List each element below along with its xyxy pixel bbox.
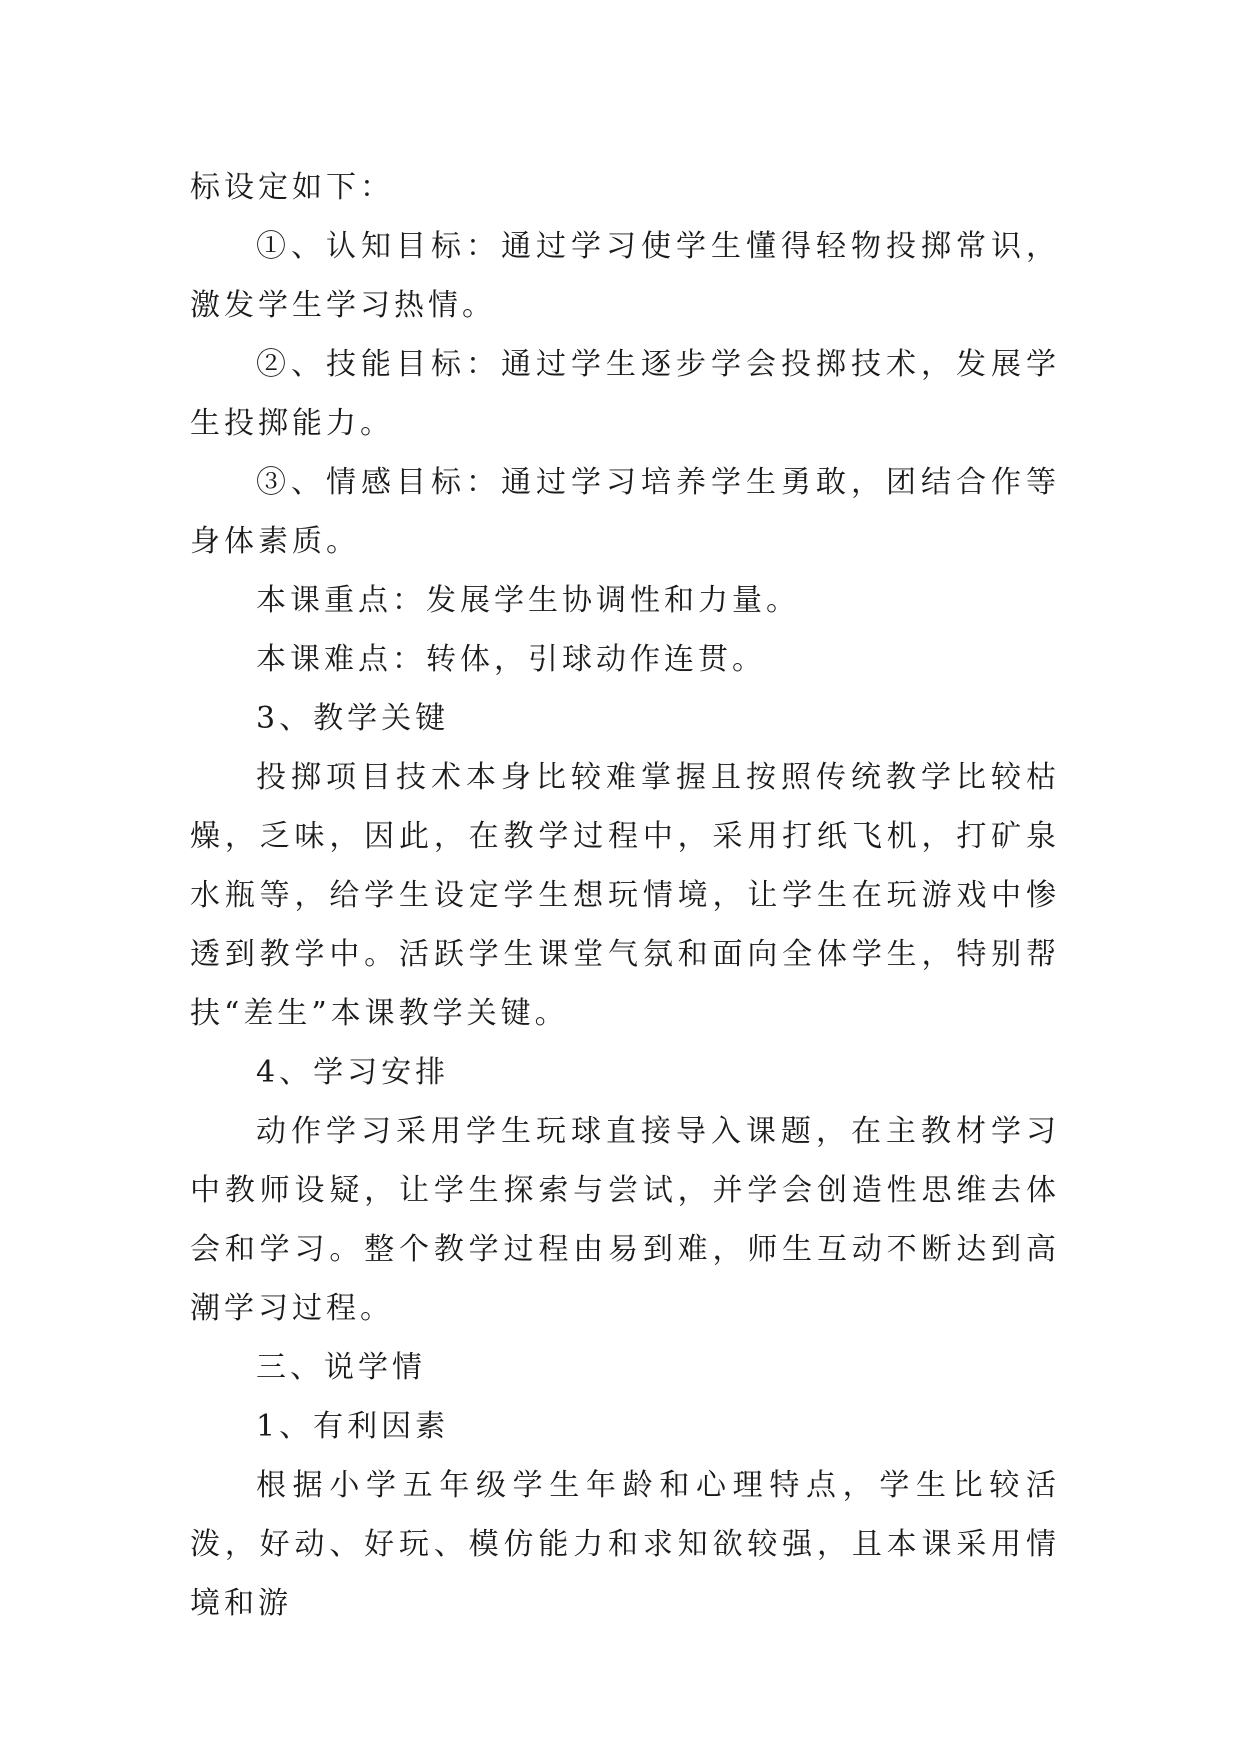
paragraph-emotional-goal: ③、情感目标：通过学习培养学生勇敢，团结合作等身体素质。	[190, 465, 1060, 559]
heading-favorable-factors: 1、有利因素	[256, 1409, 450, 1444]
paragraph-favorable-factors: 根据小学五年级学生年龄和心理特点，学生比较活泼，好动、好玩、模仿能力和求知欲较强，且本课采用情境和游	[190, 1468, 1060, 1621]
paragraph-target-intro: 标设定如下：	[190, 170, 394, 205]
heading-teaching-key: 3、教学关键	[256, 701, 450, 736]
paragraph-key-point: 本课重点：发展学生协调性和力量。	[256, 583, 800, 618]
heading-learning-arrangement: 4、学习安排	[256, 1055, 450, 1090]
paragraph-difficult-point: 本课难点：转体，引球动作连贯。	[256, 642, 766, 677]
heading-learning-situation: 三、说学情	[256, 1350, 426, 1385]
paragraph-cognitive-goal: ①、认知目标：通过学习使学生懂得轻物投掷常识，激发学生学习热情。	[190, 229, 1060, 323]
paragraph-skill-goal: ②、技能目标：通过学生逐步学会投掷技术，发展学生投掷能力。	[190, 347, 1060, 441]
paragraph-learning-arrangement: 动作学习采用学生玩球直接导入课题，在主教材学习中教师设疑，让学生探索与尝试，并学会创造性思维去体会和学习。整个教学过程由易到难，师生互动不断达到高潮学习过程。	[190, 1114, 1060, 1326]
document-body	[190, 158, 1060, 1633]
paragraph-teaching-key: 投掷项目技术本身比较难掌握且按照传统教学比较枯燥，乏味，因此，在教学过程中，采用打纸飞机，打矿泉水瓶等，给学生设定学生想玩情境，让学生在玩游戏中惨透到教学中。活跃学生课堂气氛和面向全体学生，特别帮扶“差生”本课教学关键。	[190, 760, 1060, 1031]
